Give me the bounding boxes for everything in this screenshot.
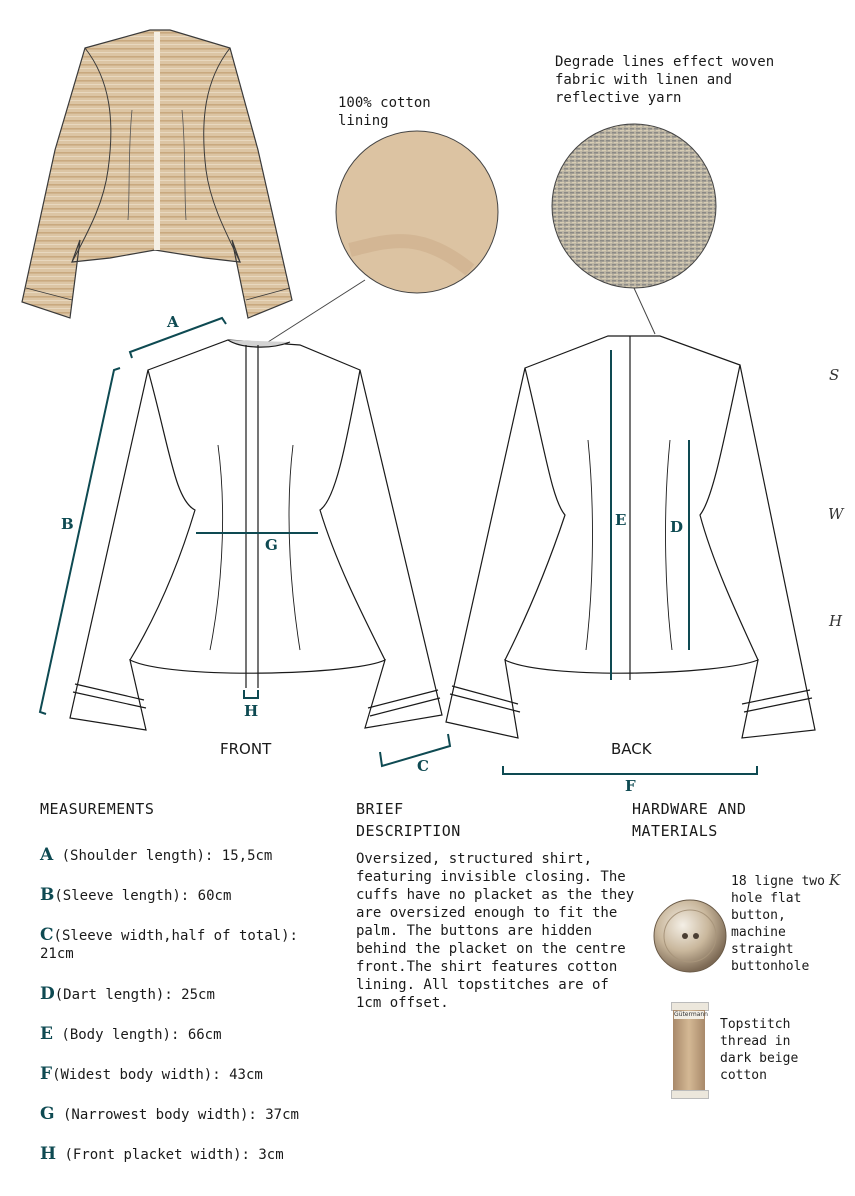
fabric-leader-line [634,288,655,334]
measurement-a [40,846,340,865]
size-mark-h: H [829,612,843,630]
measurements-heading: MEASUREMENTS [40,800,155,818]
illustrated-jacket [22,30,292,318]
dimension-label-c: C [417,757,429,775]
size-mark-w: W [828,505,844,523]
brief-heading: BRIEF DESCRIPTION [356,800,461,840]
woven-fabric-swatch [552,124,716,288]
measurement-letter: E [40,1024,53,1044]
measurement-text: (Body length): 66cm [52,1027,222,1043]
front-view-label: FRONT [220,740,272,758]
measurement-letter: D [40,984,55,1004]
dimension-label-a: A [167,313,179,331]
thread-caption: Topstitch thread in dark beige cotton [720,1017,799,1083]
fabric-caption: Degrade lines effect woven fabric with linen and reflective yarn [555,54,775,106]
dimension-label-h: H [244,702,259,720]
measurement-f [40,1065,340,1084]
dimension-label-f: F [625,777,636,795]
measurement-b [40,886,340,905]
measurement-letter: G [40,1104,55,1124]
back-flat-drawing [446,336,815,738]
lining-swatch [336,131,498,293]
lining-caption: 100% cotton lining [338,95,431,129]
hardware-heading: HARDWARE AND MATERIALS [632,800,747,840]
button-caption: 18 ligne two hole flat button, machine straight buttonhole [731,874,825,974]
measurement-text: (Sleeve width,half of total): 21cm [40,928,298,962]
measurement-text: (Front placket width): 3cm [56,1147,284,1163]
button-illustration [650,896,730,976]
size-mark-s: S [829,366,840,384]
measurement-text: (Widest body width): 43cm [52,1067,263,1083]
measurement-text: (Dart length): 25cm [54,987,215,1003]
measurement-text: (Narrowest body width): 37cm [54,1107,299,1123]
measurement-text: (Sleeve length): 60cm [54,888,232,904]
measurement-g [40,1105,340,1124]
measurement-d [40,985,340,1004]
thread-spool [671,1002,707,1098]
measurement-h [40,1145,340,1164]
dimension-label-d: D [670,518,684,536]
measurement-text: (Shoulder length): 15,5cm [53,848,273,864]
measurement-letter: C [40,925,54,945]
front-flat-drawing [70,340,442,730]
measurement-c [40,926,340,963]
size-mark-k: K [829,871,841,889]
measurement-letter: B [40,885,55,905]
brief-text: Oversized, structured shirt, featuring invisible closing. The cuffs have no placket as the they are oversized enough to fit the palm. The buttons are hidden behind the placket on the centre front.The shirt features cotton lining. All topstitches are of 1cm offset. [356,851,635,1011]
measurement-letter: A [40,845,54,865]
dimension-label-b: B [61,515,74,533]
dimension-label-g: G [265,536,278,554]
measurement-e [40,1025,340,1044]
spool-brand-label: Gütermann [674,1011,708,1018]
back-view-label: BACK [611,740,652,758]
measurement-letter: F [40,1064,53,1084]
dimension-label-e: E [615,511,627,529]
measurement-letter: H [40,1144,57,1164]
